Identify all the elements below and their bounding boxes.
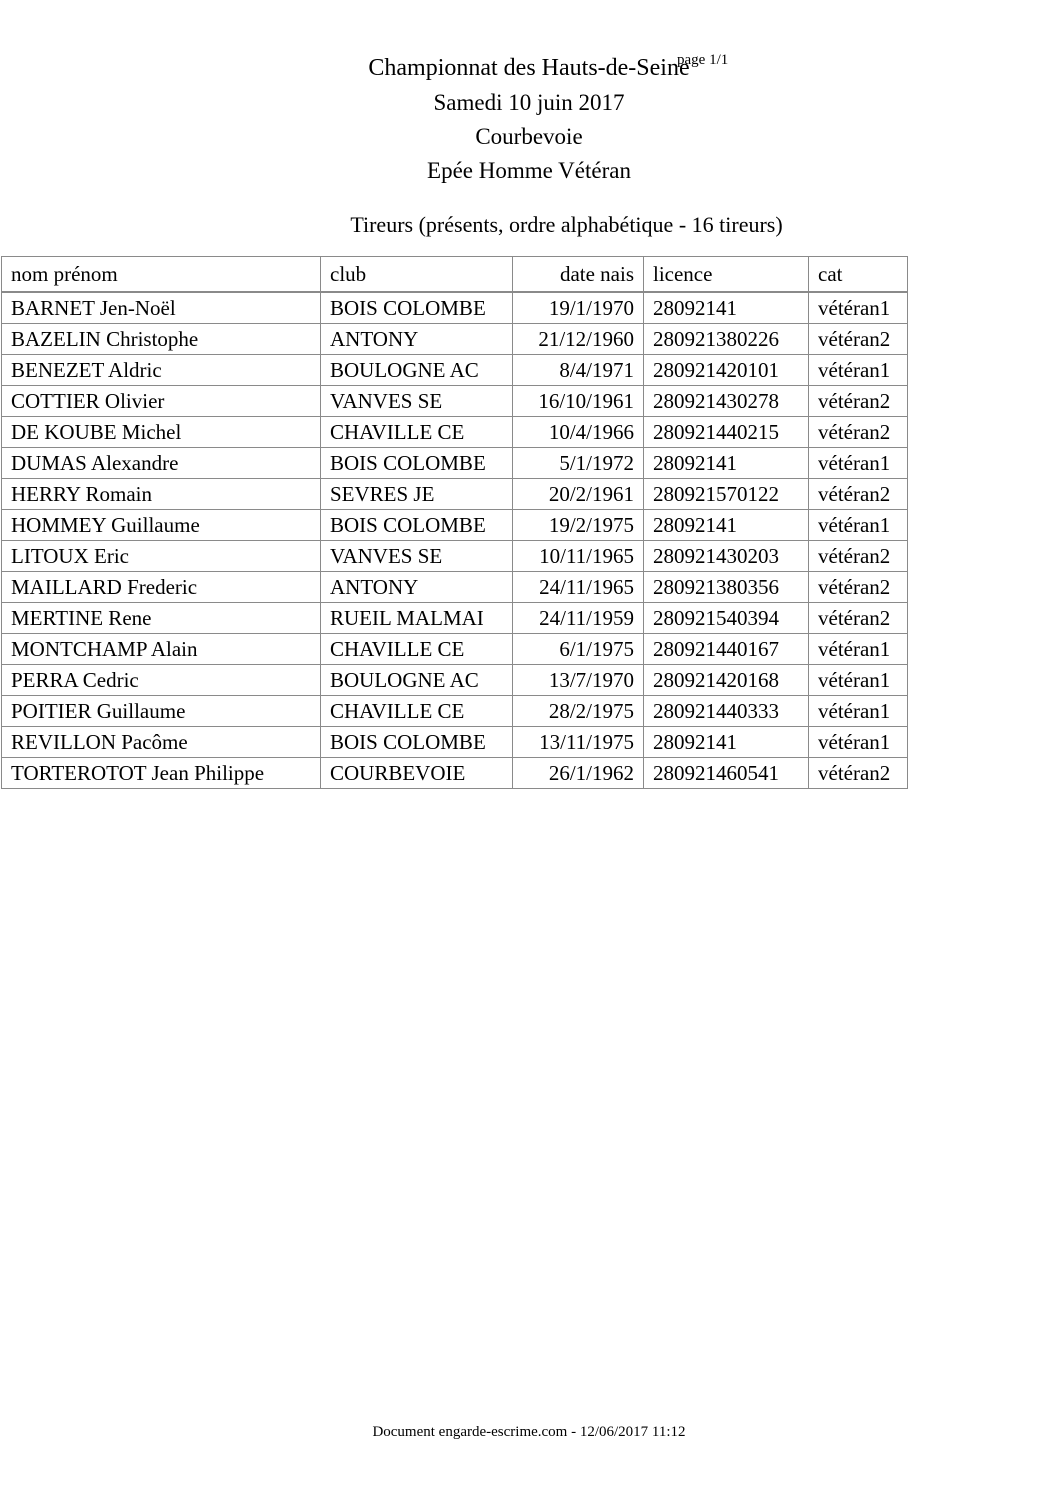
cell-licence: 28092141 [644,292,809,324]
cell-name: BAZELIN Christophe [2,324,321,355]
cell-category: vétéran2 [809,417,908,448]
cell-club: BOIS COLOMBE [321,727,513,758]
cell-birth-date: 26/1/1962 [513,758,644,789]
table-row [2,448,908,479]
table-row [2,324,908,355]
table-row [2,510,908,541]
cell-birth-date: 5/1/1972 [513,448,644,479]
table-row [2,727,908,758]
cell-category: vétéran1 [809,727,908,758]
cell-name: DE KOUBE Michel [2,417,321,448]
table-row [2,355,908,386]
cell-licence: 280921380226 [644,324,809,355]
cell-club: VANVES SE [321,541,513,572]
cell-name: MERTINE Rene [2,603,321,634]
cell-club: BOIS COLOMBE [321,448,513,479]
header-licence: licence [644,257,809,293]
cell-club: BOULOGNE AC [321,665,513,696]
cell-licence: 280921570122 [644,479,809,510]
cell-name: BARNET Jen-Noël [2,292,321,324]
table-row [2,541,908,572]
cell-licence: 280921420168 [644,665,809,696]
cell-category: vétéran1 [809,696,908,727]
table-row [2,603,908,634]
cell-birth-date: 20/2/1961 [513,479,644,510]
table-row [2,634,908,665]
table-row [2,572,908,603]
cell-name: HERRY Romain [2,479,321,510]
cell-licence: 28092141 [644,448,809,479]
cell-category: vétéran2 [809,758,908,789]
cell-birth-date: 13/7/1970 [513,665,644,696]
cell-club: ANTONY [321,572,513,603]
cell-name: BENEZET Aldric [2,355,321,386]
cell-category: vétéran1 [809,665,908,696]
cell-name: MAILLARD Frederic [2,572,321,603]
cell-birth-date: 10/11/1965 [513,541,644,572]
cell-category: vétéran1 [809,634,908,665]
document-footer: Document engarde-escrime.com - 12/06/2017 11:12 [372,1424,686,1440]
cell-category: vétéran2 [809,541,908,572]
cell-name: LITOUX Eric [2,541,321,572]
cell-licence: 28092141 [644,727,809,758]
table-row [2,292,908,324]
cell-name: TORTEROTOT Jean Philippe [2,758,321,789]
cell-name: MONTCHAMP Alain [2,634,321,665]
header-category: cat [809,257,908,293]
cell-licence: 280921440333 [644,696,809,727]
cell-licence: 280921380356 [644,572,809,603]
table-body [2,292,908,789]
table-caption: Tireurs (présents, ordre alphabétique - 16 tireurs) [350,212,783,237]
cell-birth-date: 24/11/1965 [513,572,644,603]
cell-licence: 280921440167 [644,634,809,665]
table-row [2,479,908,510]
cell-birth-date: 16/10/1961 [513,386,644,417]
header-name: nom prénom [2,257,321,293]
cell-club: RUEIL MALMAI [321,603,513,634]
cell-birth-date: 19/2/1975 [513,510,644,541]
cell-category: vétéran2 [809,572,908,603]
table-row [2,386,908,417]
cell-birth-date: 28/2/1975 [513,696,644,727]
cell-category: vétéran2 [809,386,908,417]
cell-licence: 28092141 [644,510,809,541]
cell-birth-date: 19/1/1970 [513,292,644,324]
cell-birth-date: 21/12/1960 [513,324,644,355]
event-place: Courbevoie [475,124,583,149]
cell-name: PERRA Cedric [2,665,321,696]
table-row [2,417,908,448]
cell-club: COURBEVOIE [321,758,513,789]
cell-category: vétéran1 [809,355,908,386]
cell-name: HOMMEY Guillaume [2,510,321,541]
table-row [2,665,908,696]
cell-name: POITIER Guillaume [2,696,321,727]
cell-club: CHAVILLE CE [321,417,513,448]
cell-category: vétéran2 [809,324,908,355]
cell-club: BOIS COLOMBE [321,292,513,324]
cell-name: REVILLON Pacôme [2,727,321,758]
header-club: club [321,257,513,293]
cell-licence: 280921430203 [644,541,809,572]
table-header-row [2,257,908,293]
cell-club: BOULOGNE AC [321,355,513,386]
cell-name: COTTIER Olivier [2,386,321,417]
cell-club: SEVRES JE [321,479,513,510]
cell-licence: 280921430278 [644,386,809,417]
cell-category: vétéran2 [809,603,908,634]
event-date: Samedi 10 juin 2017 [433,90,625,115]
cell-licence: 280921540394 [644,603,809,634]
cell-club: BOIS COLOMBE [321,510,513,541]
cell-birth-date: 6/1/1975 [513,634,644,665]
cell-birth-date: 8/4/1971 [513,355,644,386]
cell-licence: 280921440215 [644,417,809,448]
event-category: Epée Homme Vétéran [427,158,631,183]
cell-licence: 280921460541 [644,758,809,789]
cell-birth-date: 13/11/1975 [513,727,644,758]
cell-category: vétéran1 [809,510,908,541]
cell-club: ANTONY [321,324,513,355]
event-title: Championnat des Hauts-de-Seine [368,55,690,81]
cell-club: CHAVILLE CE [321,634,513,665]
cell-category: vétéran2 [809,479,908,510]
page-number: page 1/1 [677,52,729,68]
cell-category: vétéran1 [809,292,908,324]
cell-name: DUMAS Alexandre [2,448,321,479]
cell-category: vétéran1 [809,448,908,479]
header-birth-date: date nais [513,257,644,293]
fencers-table [1,256,908,789]
cell-birth-date: 24/11/1959 [513,603,644,634]
cell-birth-date: 10/4/1966 [513,417,644,448]
cell-licence: 280921420101 [644,355,809,386]
table-row [2,696,908,727]
cell-club: VANVES SE [321,386,513,417]
cell-club: CHAVILLE CE [321,696,513,727]
table-row [2,758,908,789]
